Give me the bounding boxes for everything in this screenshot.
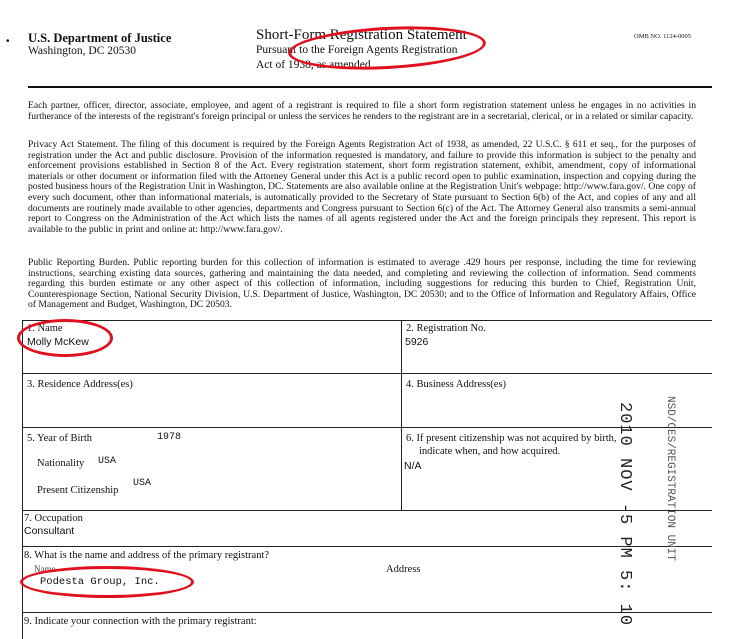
agency-city: Washington, DC 20530 [28, 45, 137, 57]
primary-registrant-name-value: Podesta Group, Inc. [40, 576, 160, 588]
residence-address-label: 3. Residence Address(es) [27, 379, 133, 390]
omb-number: OMB NO. 1124-0005 [634, 33, 691, 40]
connection-label: 9. Indicate your connection with the primary registrant: [24, 616, 257, 627]
form-title: Short-Form Registration Statement [256, 27, 467, 43]
row-rule-4 [22, 546, 712, 547]
form-top-rule [22, 320, 712, 321]
occupation-label: 7. Occupation [24, 513, 83, 524]
received-stamp-unit: NSD/CES/REGISTRATION UNIT [664, 396, 676, 562]
present-citizenship-value: USA [133, 478, 152, 489]
row-rule-3 [22, 510, 712, 511]
form-subtitle-line2: Act of 1938, as amended [256, 59, 371, 71]
requirement-paragraph: Each partner, officer, director, associate, employee, and agent of a registrant is required to file a short form registration statement unless he engages in no activities in furtherance of the interests of the registrant's foreign principal or unless the services he renders to the registrant are in a secretarial, clerical, or in a related or similar capacity. [28, 100, 696, 122]
name-value: Molly McKew [27, 336, 89, 348]
nationality-label: Nationality [37, 458, 85, 469]
nationality-value: USA [98, 456, 117, 467]
form-left-border [22, 320, 23, 639]
row-rule-2 [22, 427, 712, 428]
row-rule-1 [22, 373, 712, 374]
registration-number-label: 2. Registration No. [406, 323, 486, 334]
primary-registrant-address-label: Address [386, 564, 421, 575]
citizenship-acquired-label-line1: 6. If present citizenship was not acquired by birth, [406, 433, 617, 444]
year-of-birth-value: 1978 [157, 432, 182, 443]
business-address-label: 4. Business Address(es) [406, 379, 507, 390]
received-stamp-date: 2010 NOV -5 PM 5: 10 [615, 402, 634, 627]
year-of-birth-label: 5. Year of Birth [27, 433, 93, 444]
citizenship-acquired-label-line2: indicate when, and how acquired. [419, 446, 561, 457]
primary-registrant-name-label: Name [34, 564, 56, 574]
annotation-oval-name [17, 319, 113, 357]
privacy-act-paragraph: Privacy Act Statement. The filing of this document is required by the Foreign Agents Registration Act of 1938, as amended, 22 U.S.C. § 611 et seq., for the purposes of registration under the Act and public disclosure. Provision of the information requested is mandatory, and failure to provide this information is subject to the penalty and enforcement provisions established in Section 8 of the Act. Every registration statement, short form registration statement, exhibit, amendment, copy of informational materials or other document or information filed with the Attorney General under this Act is a public record open to public examination, inspection and copying during the posted business hours of the Registration Unit in Washington, DC. Statements are also available online at the Registration Unit's webpage: http://www.fara.gov/. One copy of every such document, other than informational materials, is automatically provided to the Secretary of State pursuant to Section 6(b) of the Act, and copies of any and all documents are routinely made available to other agencies, departments and Congress pursuant to Section 6(c) of the Act. The Attorney General also transmits a semi-annual report to Congress on the Administration of the Act which lists the names of all agents registered under the Act and the foreign principals they represent. This report is available to the public in print and online at: http://www.fara.gov/. [28, 139, 696, 235]
column-divider [401, 320, 402, 510]
reporting-burden-paragraph: Public Reporting Burden. Public reporting burden for this collection of information is estimated to average .429 hours per response, including the time for reviewing instructions, searching existing data sources, gathering and maintaining the data needed, and completing and reviewing the collection of information. Send comments regarding this burden estimate or any other aspect of this collection of information, including suggestions for reducing this burden to Chief, Registration Unit, Counterespionage Section, National Security Division, U.S. Department of Justice, Washington, DC 20530; and to the Office of Information and Regulatory Affairs, Office of Management and Budget, Washington, DC 20503. [28, 257, 696, 311]
agency-name: U.S. Department of Justice [28, 31, 172, 45]
primary-registrant-label: 8. What is the name and address of the primary registrant? [24, 550, 270, 561]
present-citizenship-label: Present Citizenship [37, 485, 119, 496]
form-subtitle-line1: Pursuant to the Foreign Agents Registration [256, 44, 458, 56]
row-rule-5 [22, 612, 712, 613]
bullet-mark: • [6, 36, 10, 47]
citizenship-acquired-value: N/A [404, 460, 422, 472]
registration-number-value: 5926 [405, 336, 429, 348]
header-rule [28, 86, 712, 88]
name-label: 1. Name [27, 323, 63, 334]
occupation-value: Consultant [24, 525, 75, 537]
annotation-oval-registrant [20, 566, 194, 598]
